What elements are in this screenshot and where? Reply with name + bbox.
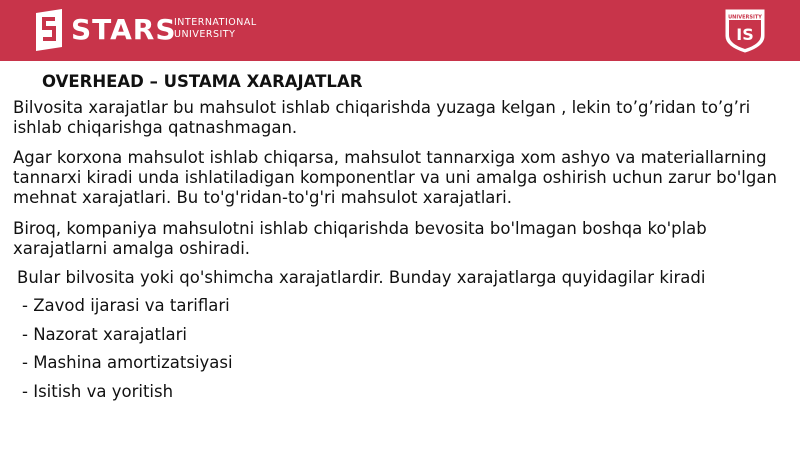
stars-s-icon — [36, 9, 62, 51]
brand-name: STARS — [71, 13, 177, 46]
slide-title: OVERHEAD – USTAMA XARAJATLAR — [42, 72, 363, 91]
badge-top-text: UNIVERSITY — [728, 14, 762, 21]
stars-logo — [36, 9, 266, 53]
header-bar — [0, 0, 800, 61]
bullet-item: - Mashina amortizatsiyasi — [22, 353, 233, 372]
bullet-item: - Zavod ijarasi va tariflari — [22, 296, 230, 315]
paragraph-3: Biroq, kompaniya mahsulotni ishlab chiqarishda bevosita bo'lmagan boshqa ko'plab xarajatlarni amalga oshiradi. — [13, 219, 707, 258]
bullet-item: - Isitish va yoritish — [22, 382, 174, 401]
brand-subtitle-line2: UNIVERSITY — [174, 29, 236, 40]
paragraph-1: Bilvosita xarajatlar bu mahsulot ishlab chiqarishda yuzaga kelgan , lekin to’g’ridan to’g’ri ishlab chiqarishga qatnashmagan. — [13, 98, 751, 137]
slide-content — [0, 61, 800, 449]
brand-subtitle — [174, 17, 257, 41]
paragraph-4: Bular bilvosita yoki qo'shimcha xarajatlardir. Bunday xarajatlarga quyidagilar kiradi — [17, 268, 706, 287]
university-shield-icon — [724, 6, 766, 54]
paragraph-2: Agar korxona mahsulot ishlab chiqarsa, mahsulot tannarxiga xom ashyo va materiallarning tannarxi kiradi unda ishlatiladigan komponentlar va uni amalga oshirish uchun zarur bo'lgan mehnat xarajatlari. Bu to'g'ridan-to'g'ri mahsulot xarajatlari. — [13, 148, 777, 207]
badge-letters: IS — [736, 25, 754, 44]
bullet-item: - Nazorat xarajatlari — [22, 325, 188, 344]
brand-subtitle-line1: INTERNATIONAL — [174, 17, 257, 28]
